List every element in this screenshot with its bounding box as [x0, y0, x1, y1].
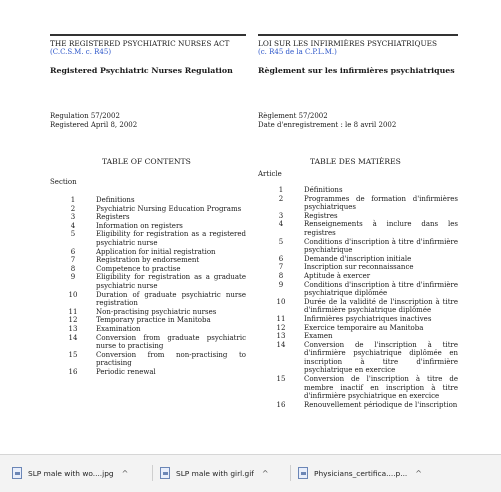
download-filename: SLP male with girl.gif: [176, 468, 254, 478]
image-file-icon: [12, 467, 22, 479]
toc-entry: [258, 272, 458, 281]
toc-entry-number: 11: [276, 314, 286, 323]
toc-entry-number: 11: [68, 307, 78, 316]
act-title-french: LOI SUR LES INFIRMIÈRES PSYCHIATRIQUES: [258, 39, 438, 48]
regulation-info-french: [258, 112, 396, 130]
chevron-up-icon[interactable]: ^: [261, 468, 269, 478]
toc-entry-number: 9: [70, 273, 76, 282]
toc-entry: [50, 351, 246, 368]
regulation-number-french: Règlement 57/2002: [258, 112, 328, 120]
toc-entry-number: 6: [70, 247, 76, 256]
toc-entry-text: Non-practising psychiatric nurses: [96, 307, 217, 316]
toc-entry: [50, 316, 246, 325]
registered-date-english: Registered April 8, 2002: [50, 121, 138, 129]
toc-entry-text: Competence to practise: [96, 264, 181, 273]
toc-list-english: [50, 196, 246, 376]
toc-entry-number: 15: [68, 350, 78, 359]
toc-entry: [258, 341, 458, 375]
toc-entry-number: 14: [68, 333, 78, 342]
toc-entry: [258, 263, 458, 272]
toc-entry-text: Programmes de formation d'infirmières psychiatriques: [304, 194, 458, 212]
toc-entry-number: 7: [70, 256, 76, 265]
toc-list-french: [258, 186, 458, 409]
toc-entry-number: 7: [278, 263, 284, 272]
divider: [152, 465, 153, 481]
toc-section-label: Section: [50, 178, 77, 186]
toc-entry-text: Eligibility for registration as a graduate psychiatric nurse: [96, 273, 246, 290]
toc-entry-number: 8: [70, 264, 76, 273]
toc-entry-text: Définitions: [304, 186, 343, 194]
toc-entry-number: 9: [278, 280, 284, 289]
toc-entry-text: Registration by endorsement: [96, 256, 200, 265]
toc-entry: [50, 248, 246, 257]
toc-title-french: TABLE DES MATIÈRES: [310, 157, 401, 166]
toc-entry-number: 2: [70, 204, 76, 213]
toc-entry: [50, 230, 246, 247]
toc-entry: [258, 315, 458, 324]
toc-entry: [50, 222, 246, 231]
toc-entry-number: 16: [68, 367, 78, 376]
toc-entry-number: 3: [70, 213, 76, 222]
toc-entry-number: 12: [276, 323, 286, 332]
toc-entry-number: 10: [276, 297, 286, 306]
toc-entry-text: Examination: [96, 324, 141, 333]
toc-entry: [258, 238, 458, 255]
toc-entry-number: 4: [70, 221, 76, 230]
toc-entry: [50, 213, 246, 222]
toc-entry-number: 3: [278, 211, 284, 220]
toc-entry-text: Exercice temporaire au Manitoba: [304, 323, 424, 332]
toc-entry-text: Definitions: [96, 196, 135, 204]
download-item[interactable]: [298, 463, 422, 483]
toc-entry-text: Demande d'inscription initiale: [304, 254, 412, 263]
toc-entry-text: Conditions d'inscription à titre d'infirmière psychiatrique diplômée: [304, 280, 458, 298]
chevron-up-icon[interactable]: ^: [121, 468, 129, 478]
toc-entry: [258, 298, 458, 315]
toc-article-label: Article: [258, 170, 282, 178]
act-citation-english: (C.C.S.M. c. R45): [50, 48, 112, 56]
toc-entry-number: 1: [278, 186, 284, 194]
toc-entry-text: Registers: [96, 213, 130, 222]
toc-entry-text: Examen: [304, 332, 333, 341]
download-item[interactable]: [12, 463, 128, 483]
toc-entry-text: Aptitude à exercer: [304, 271, 371, 280]
toc-entry-number: 12: [68, 316, 78, 325]
toc-entry: [258, 186, 458, 195]
toc-entry-number: 1: [70, 196, 76, 204]
toc-entry-number: 14: [276, 340, 286, 349]
document-file-icon: [298, 467, 308, 479]
download-filename: SLP male with wo....jpg: [28, 468, 114, 478]
toc-entry-number: 5: [278, 237, 284, 246]
downloads-bar: [0, 454, 501, 492]
toc-entry-number: 13: [68, 324, 78, 333]
toc-entry-number: 2: [278, 194, 284, 203]
toc-entry-text: Conversion from graduate psychiatric nurse to practising: [96, 333, 246, 351]
chevron-up-icon[interactable]: ^: [415, 468, 422, 478]
toc-entry: [50, 291, 246, 308]
act-citation-french: (c. R45 de la C.P.L.M.): [258, 48, 337, 56]
regulation-info-english: [50, 112, 137, 130]
toc-entry: [50, 334, 246, 351]
divider: [290, 465, 291, 481]
regulation-title-french: Règlement sur les infirmières psychiatriques: [258, 66, 455, 75]
toc-entry: [50, 256, 246, 265]
header-rule: [258, 34, 458, 36]
toc-entry: [258, 375, 458, 401]
toc-entry-text: Conversion de l'inscription à titre d'infirmière psychiatrique diplômée en inscription à titre d'infirmière psychiatrique en exercice: [304, 340, 458, 375]
regulation-title-english: Registered Psychiatric Nurses Regulation: [50, 66, 233, 75]
header-french: [258, 34, 458, 75]
download-filename: Physicians_certifica....p...: [314, 468, 408, 478]
toc-entry-text: Conversion from non-practising to practising: [96, 350, 246, 368]
toc-entry: [258, 281, 458, 298]
toc-entry-text: Eligibility for registration as a registered psychiatric nurse: [96, 230, 246, 247]
toc-entry-text: Conditions d'inscription à titre d'infirmière psychiatrique: [304, 237, 458, 255]
regulation-number-english: Regulation 57/2002: [50, 112, 120, 120]
toc-entry-number: 5: [70, 230, 76, 239]
toc-entry-text: Conversion de l'inscription à titre de membre inactif en inscription à titre d'infirmière psychiatrique en exercice: [304, 375, 458, 401]
toc-entry-text: Renouvellement périodique de l'inscription: [304, 400, 458, 409]
toc-entry-text: Periodic renewal: [96, 367, 156, 376]
toc-entry-text: Inscription sur reconnaissance: [304, 263, 414, 272]
toc-entry-text: Psychiatric Nursing Education Programs: [96, 204, 242, 213]
toc-entry: [50, 308, 246, 317]
toc-entry: [50, 265, 246, 274]
toc-entry: [258, 220, 458, 237]
toc-entry-text: Registres: [304, 211, 338, 220]
toc-entry: [50, 273, 246, 290]
toc-entry-number: 16: [276, 400, 286, 409]
toc-entry-number: 10: [68, 290, 78, 299]
toc-entry: [258, 195, 458, 212]
image-file-icon: [160, 467, 170, 479]
toc-entry-text: Infirmières psychiatriques inactives: [304, 314, 432, 323]
toc-entry-text: Information on registers: [96, 221, 183, 230]
download-item[interactable]: [160, 463, 269, 483]
toc-entry: [50, 205, 246, 214]
toc-entry-number: 4: [278, 220, 284, 229]
toc-entry: [258, 324, 458, 333]
act-title-english: THE REGISTERED PSYCHIATRIC NURSES ACT: [50, 39, 230, 48]
toc-entry-text: Application for initial registration: [96, 247, 216, 256]
toc-entry-number: 8: [278, 271, 284, 280]
toc-entry-text: Temporary practice in Manitoba: [96, 316, 211, 325]
toc-entry: [50, 325, 246, 334]
toc-entry: [50, 368, 246, 377]
header-rule: [50, 34, 246, 36]
toc-entry: [50, 196, 246, 205]
registered-date-french: Date d'enregistrement : le 8 avril 2002: [258, 121, 397, 129]
header-english: [50, 34, 246, 75]
toc-entry-number: 6: [278, 254, 284, 263]
toc-entry-text: Durée de la validité de l'inscription à titre d'infirmière psychiatrique diplômée: [304, 297, 458, 315]
toc-entry-text: Renseignements à inclure dans les registres: [304, 220, 458, 237]
toc-entry-number: 13: [276, 332, 286, 341]
toc-title-english: TABLE OF CONTENTS: [102, 157, 191, 166]
toc-entry: [258, 255, 458, 264]
toc-entry: [258, 332, 458, 341]
toc-entry: [258, 401, 458, 410]
toc-entry-number: 15: [276, 375, 286, 384]
toc-entry-text: Duration of graduate psychiatric nurse registration: [96, 290, 246, 308]
